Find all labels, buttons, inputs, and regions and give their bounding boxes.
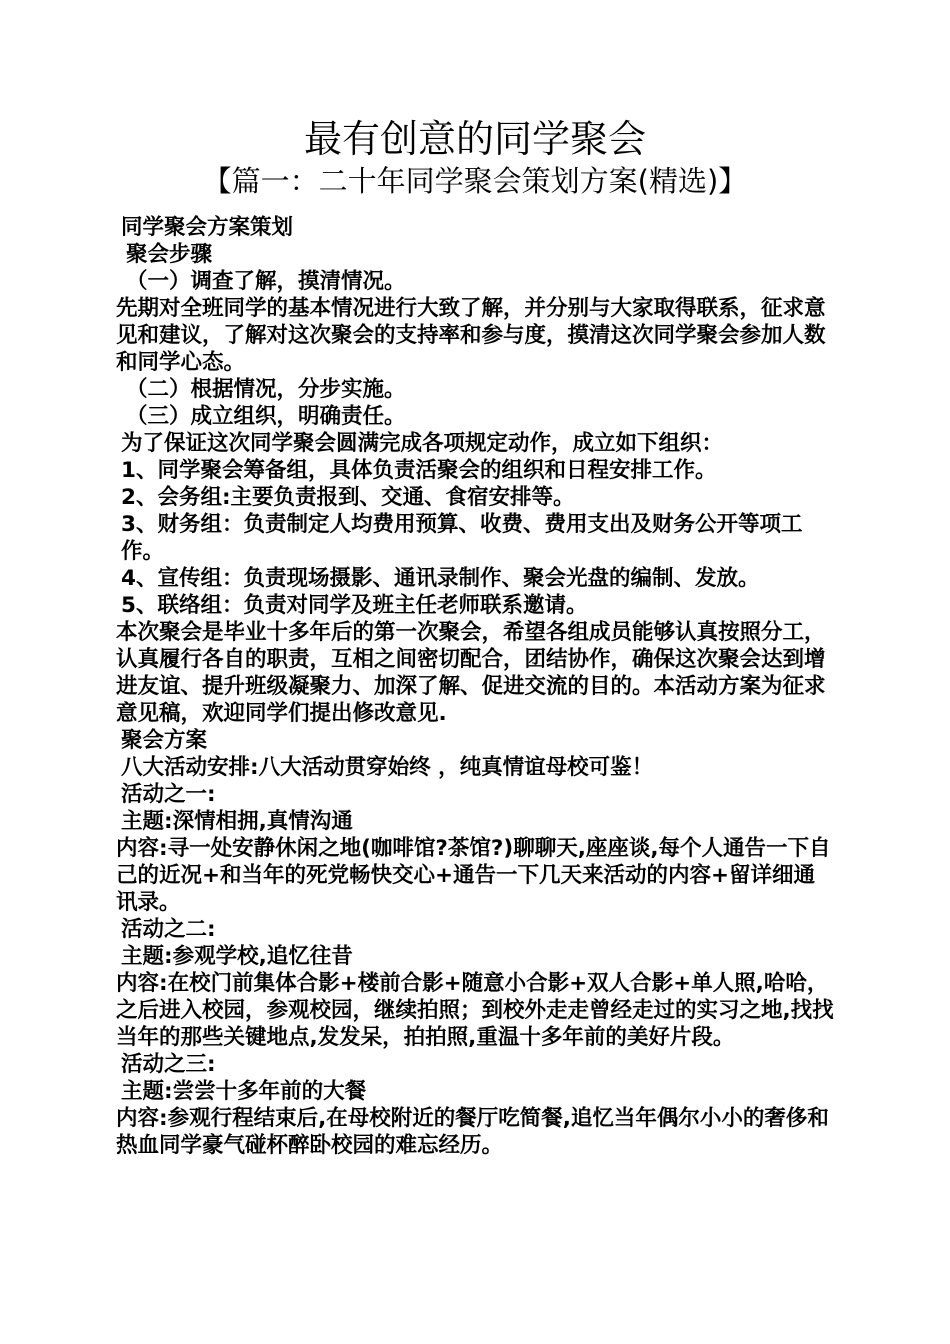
step-heading: （二）根据情况，分步实施。 [126,377,406,402]
activity-heading: 活动之二: [121,917,216,942]
section-subheading: 聚会方案 [121,728,208,753]
list-item: 3、财务组：负责制定人均费用预算、收费、费用支出及财务公开等项工作。 [121,512,803,564]
activity-content: 内容:在校门前集体合影+楼前合影+随意小合影+双人合影+单人照,哈哈，之后进入校园，参观校园，继续拍照；到校外走走曾经走过的实习之地,找找当年的那些关键地点,发发呆，拍拍照,重温十多年前的美好片段。 [116,971,834,1050]
activity-content: 内容:参观行程结束后,在母校附近的餐厅吃简餐,追忆当年偶尔小小的奢侈和热血同学豪气碰杯醉卧校园的难忘经历。 [116,1106,829,1158]
section-subheading: 聚会步骤 [126,242,213,267]
list-item: 1、同学聚会筹备组，具体负责活聚会的组织和日程安排工作。 [121,458,717,483]
activity-theme: 主题:深情相拥,真情沟通 [121,809,353,834]
activity-theme: 主题:尝尝十多年前的大餐 [121,1079,367,1104]
document-title: 最有创意的同学聚会 [303,117,646,161]
document-body [116,214,836,1159]
paragraph: 本次聚会是毕业十多年后的第一次聚会，希望各组成员能够认真按照分工，认真履行各自的职责，互相之间密切配合，团结协作，确保这次聚会达到增进友谊、提升班级凝聚力、加深了解、促进交流的目的。本活动方案为征求意见稿，欢迎同学们提出修改意见. [116,620,826,726]
list-item: 5、联络组：负责对同学及班主任老师联系邀请。 [121,593,588,618]
activity-content: 内容:寻一处安静休闲之地(咖啡馆?茶馆?)聊聊天,座座谈,每个人通告一下自己的近况+和当年的死党畅快交心+通告一下几天来活动的内容+留详细通讯录。 [116,836,831,915]
activity-theme: 主题:参观学校,追忆往昔 [121,944,353,969]
document-subtitle: 【篇一：二十年同学聚会策划方案(精选)】 [202,164,748,198]
list-item: 2、会务组:主要负责报到、交通、食宿安排等。 [121,485,575,510]
list-item: 4、宣传组：负责现场摄影、通讯录制作、聚会光盘的编制、发放。 [121,566,760,591]
step-heading: （一）调查了解，摸清情况。 [126,269,406,294]
paragraph: 八大活动安排:八大活动贯穿始终 ，纯真情谊母校可鉴！ [121,755,654,780]
paragraph: 为了保证这次同学聚会圆满完成各项规定动作，成立如下组织： [121,431,724,456]
activity-heading: 活动之三: [121,1052,216,1077]
step-heading: （三）成立组织，明确责任。 [126,404,406,429]
section-heading: 同学聚会方案策划 [121,215,294,240]
paragraph: 先期对全班同学的基本情况进行大致了解，并分别与大家取得联系，征求意见和建议，了解对这次聚会的支持率和参与度，摸清这次同学聚会参加人数和同学心态。 [116,296,826,375]
activity-heading: 活动之一: [121,782,216,807]
